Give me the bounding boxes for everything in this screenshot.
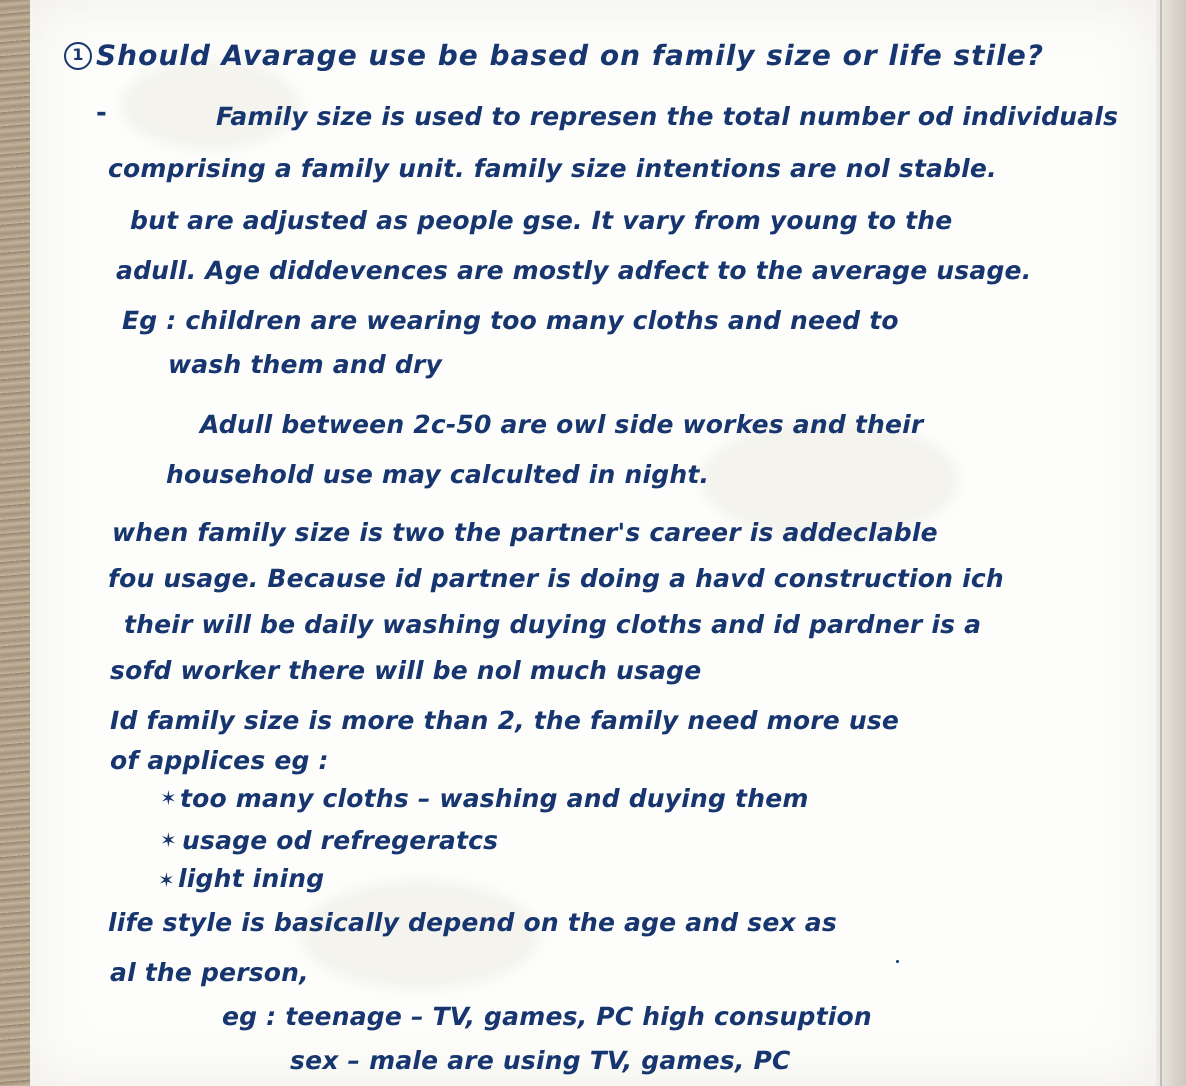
leading-dash: -	[96, 98, 107, 128]
bullet-marker: ✶	[160, 786, 177, 810]
note-list-item: light ining	[178, 864, 325, 893]
bullet-marker: ✶	[158, 868, 175, 892]
note-line: comprising a family unit. family size intentions are nol stable.	[108, 154, 997, 183]
ink-dot	[896, 960, 899, 963]
note-line: eg : teenage – TV, games, PC high consuption	[222, 1002, 872, 1031]
note-line: Adull between 2c-50 are owl side workes and their	[200, 410, 924, 439]
right-page-edge	[1156, 0, 1186, 1086]
bullet-marker: ✶	[160, 828, 177, 852]
note-line: adull. Age diddevences are mostly adfect to the average usage.	[116, 256, 1032, 285]
note-list-item: usage od refregeratcs	[182, 826, 499, 855]
note-line: life style is basically depend on the age and sex as	[108, 908, 837, 937]
note-line: wash them and dry	[168, 350, 442, 379]
left-torn-edge	[0, 0, 30, 1086]
note-list-item: too many cloths – washing and duying them	[180, 784, 809, 813]
note-line: sofd worker there will be nol much usage	[110, 656, 702, 685]
note-line: household use may calculted in night.	[166, 460, 710, 489]
note-line: of applices eg :	[110, 746, 329, 775]
note-line: Eg : children are wearing too many cloths and need to	[122, 306, 899, 335]
note-line: al the person,	[110, 958, 309, 987]
note-line: Family size is used to represen the total number od individuals	[216, 102, 1119, 131]
note-line: sex – male are using TV, games, PC	[290, 1046, 791, 1075]
question-title: Should Avarage use be based on family size or life stile?	[96, 39, 1044, 72]
note-line: when family size is two the partner's career is addeclable	[112, 518, 938, 547]
note-line: their will be daily washing duying cloths and id pardner is a	[124, 610, 982, 639]
question-number-badge: 1	[64, 42, 92, 70]
note-line: but are adjusted as people gse. It vary from young to the	[130, 206, 953, 235]
note-line: Id family size is more than 2, the family need more use	[110, 706, 900, 735]
note-line: fou usage. Because id partner is doing a havd construction ich	[108, 564, 1004, 593]
